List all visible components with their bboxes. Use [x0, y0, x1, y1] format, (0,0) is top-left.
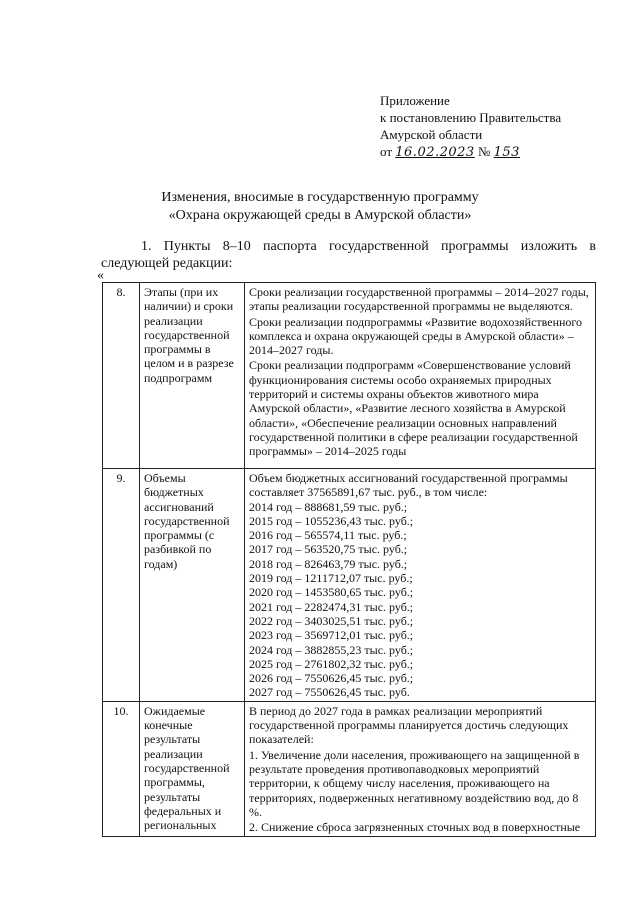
content-paragraph: 1. Увеличение доли населения, проживающего на защищенной в результате проведения противопаводковых мероприятий территории, к общему числу населения, проживающего на территориях, подверженных негативному воздействию вод, до 8 %.	[249, 747, 580, 819]
content-paragraph: Сроки реализации государственной программы – 2014–2027 годы, этапы реализации государственной программы не выделяются.	[249, 285, 589, 314]
budget-years-list	[249, 500, 591, 700]
content-paragraph: 2. Снижение сброса загрязненных сточных вод в поверхностные	[249, 820, 581, 835]
title-line-2: «Охрана окружающей среды в Амурской области»	[168, 208, 472, 223]
appendix-line-3: Амурской области	[380, 127, 483, 142]
row-number: 8.	[103, 283, 140, 469]
intro-paragraph	[101, 238, 596, 272]
budget-year-item: 2016 год – 565574,11 тыс. руб.;	[249, 528, 407, 543]
document-title	[0, 189, 640, 225]
table-row	[103, 469, 596, 702]
budget-year-item: 2015 год – 1055236,43 тыс. руб.;	[249, 513, 414, 528]
budget-year-item: 2021 год – 2282474,31 тыс. руб.;	[249, 599, 414, 614]
table-row	[103, 701, 596, 837]
appendix-line-1: Приложение	[380, 93, 450, 108]
budget-year-item: 2024 год – 3882855,23 тыс. руб.;	[249, 642, 414, 657]
row-content	[245, 283, 596, 469]
row-number: 9.	[103, 469, 140, 702]
appendix-line-2: к постановлению Правительства	[380, 110, 562, 125]
budget-year-item: 2020 год – 1453580,65 тыс. руб.;	[249, 585, 414, 600]
budget-year-item: 2026 год – 7550626,45 тыс. руб.;	[249, 671, 414, 686]
content-paragraph: Сроки реализации подпрограмм «Совершенствование условий функционирования системы особо охраняемых природных территорий и системы охраны объектов животного мира Амурской области», «Развитие лесного хозяйства в Амурской области», «Обеспечение реализации основных направлений государственной политики в сфере реализации государственной программы» – 2014–2025 годы	[249, 358, 578, 459]
row-content	[245, 701, 596, 837]
row-label: Объемы бюджетных ассигнований государственной программы (с разбивкой по годам)	[140, 469, 245, 702]
row-number: 10.	[103, 701, 140, 837]
date-prefix: от	[380, 144, 393, 159]
budget-year-item: 2019 год – 1211712,07 тыс. руб.;	[249, 571, 413, 586]
handwritten-date: 16.02.2023	[395, 145, 475, 160]
budget-year-item: 2025 год – 2761802,32 тыс. руб.;	[249, 656, 414, 671]
appendix-date-line	[380, 143, 561, 161]
appendix-header	[380, 92, 561, 161]
content-paragraph: Сроки реализации подпрограммы «Развитие водохозяйственного комплекса и охрана окружающей среды в Амурской области» – 2014–2027 годы.	[249, 314, 583, 358]
handwritten-number: 153	[493, 145, 520, 160]
budget-year-item: 2017 год – 563520,75 тыс. руб.;	[249, 542, 408, 557]
budget-year-item: 2023 год – 3569712,01 тыс. руб.;	[249, 628, 414, 643]
budget-year-item: 2018 год – 826463,79 тыс. руб.;	[249, 556, 408, 571]
passport-table	[102, 282, 596, 837]
budget-total: Объем бюджетных ассигнований государственной программы составляет 37565891,67 тыс. руб., в том числе:	[249, 471, 568, 500]
number-prefix: №	[477, 144, 491, 159]
intro-text: 1. Пункты 8–10 паспорта государственной программы изложить в следующей редакции:	[101, 239, 596, 271]
title-line-1: Изменения, вносимые в государственную программу	[161, 190, 479, 205]
content-paragraph: В период до 2027 года в рамках реализации мероприятий государственной программы планируется достичь следующих показателей:	[249, 703, 569, 747]
row-content	[245, 469, 596, 702]
budget-year-item: 2022 год – 3403025,51 тыс. руб.;	[249, 613, 414, 628]
budget-year-item: 2027 год – 7550626,45 тыс. руб.	[249, 685, 410, 700]
opening-quote: «	[97, 268, 104, 283]
row-label: Ожидаемые конечные результаты реализации государственной программы, результаты федеральных и региональных	[140, 701, 245, 837]
budget-year-item: 2014 год – 888681,59 тыс. руб.;	[249, 499, 408, 514]
table-row	[103, 283, 596, 469]
row-label: Этапы (при их наличии) и сроки реализации государственной программы в целом и в разрезе подпрограмм	[140, 283, 245, 469]
